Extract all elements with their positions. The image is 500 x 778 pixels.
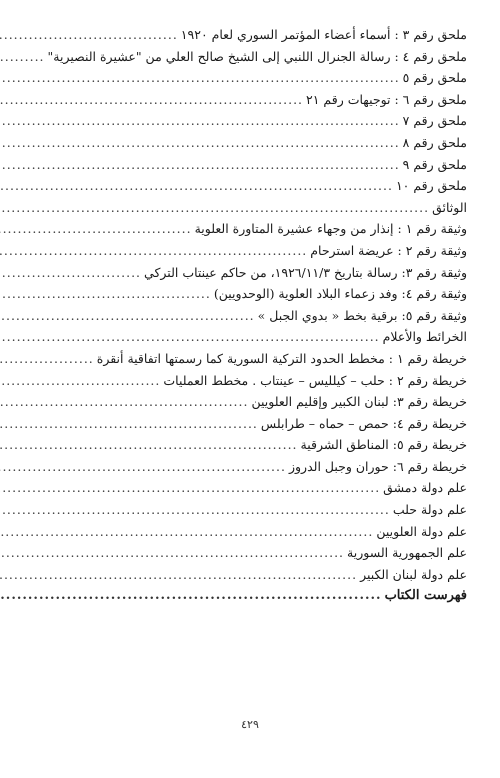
toc-entry-title: وثيقة رقم ٢ : عريضة استرحام	[310, 242, 467, 258]
toc-entry-title: وثيقة رقم ٣: رسالة بتاريخ ١٩٢٦/١١/٣، من حاكم عينتاب التركي	[144, 264, 467, 280]
dot-leader	[0, 89, 303, 111]
toc-entry	[39, 477, 467, 499]
toc-entry	[39, 521, 467, 543]
toc-entry	[39, 456, 467, 478]
toc-entry	[39, 240, 467, 262]
toc-entry-title: الوثائق	[432, 199, 467, 215]
dot-leader	[0, 585, 382, 607]
toc-entry-title: علم الجمهورية السورية	[347, 545, 467, 561]
dot-leader	[0, 240, 307, 262]
dot-leader	[0, 132, 400, 154]
dot-leader	[0, 154, 400, 176]
dot-leader	[0, 499, 390, 521]
toc-entry-title: ملحق رقم ٩	[402, 156, 467, 172]
dot-leader	[0, 175, 393, 197]
toc-entry-title: ملحق رقم ٤ : رسالة الجنرال اللنبي إلى الشيخ صالح العلي من "عشيرة النصيرية"	[47, 48, 467, 64]
dot-leader	[0, 305, 255, 327]
dot-leader	[0, 413, 258, 435]
toc-entry-title: وثيقة رقم ٤: وفد زعماء البلاد العلوية (الوحدويين)	[213, 286, 467, 302]
dot-leader	[0, 46, 45, 68]
toc-entry	[39, 326, 467, 348]
toc-entry	[39, 197, 467, 219]
toc-entry-title: علم دولة لبنان الكبير	[360, 566, 467, 582]
toc-entry	[39, 391, 467, 413]
page-number: ٤٢٩	[241, 718, 259, 731]
dot-leader	[0, 326, 380, 348]
dot-leader	[0, 110, 400, 132]
toc-entry-title: وثيقة رقم ٥: برقية بخط « بدوي الجبل »	[257, 307, 467, 323]
toc-entry	[39, 154, 467, 176]
dot-leader	[0, 67, 400, 89]
dot-leader	[0, 262, 141, 284]
dot-leader	[0, 521, 373, 543]
toc-entry-title: وثيقة رقم ١ : إنذار من وجهاء عشيرة المتاورة العلوية	[194, 221, 467, 237]
toc-entry-title: ملحق رقم ١٠	[395, 178, 467, 194]
toc-entry-title: خريطة رقم ٦: حوران وجبل الدروز	[288, 458, 467, 474]
toc-entry	[39, 132, 467, 154]
toc-entry-title: خريطة رقم ٣: لبنان الكبير وإقليم العلويين	[251, 394, 467, 410]
dot-leader	[0, 456, 286, 478]
toc-entry	[39, 434, 467, 456]
toc-entry-title: خريطة رقم ١ : مخطط الحدود التركية السورية كما رسمتها اتفاقية أنقرة	[96, 350, 467, 366]
toc-entry-title: علم دولة دمشق	[383, 480, 467, 496]
table-of-contents	[39, 24, 467, 607]
toc-entry	[39, 262, 467, 284]
toc-entry	[39, 110, 467, 132]
toc-entry-title: فهرست الكتاب	[384, 588, 467, 604]
toc-entry-title: ملحق رقم ٦ : توجيهات رقم ٢١	[306, 91, 467, 107]
dot-leader	[0, 24, 178, 46]
dot-leader	[0, 477, 380, 499]
dot-leader	[0, 434, 298, 456]
toc-entry-title: خريطة رقم ٢ : حلب – كيلليس – عينتاب . مخطط العمليات	[163, 372, 467, 388]
toc-entry	[39, 283, 467, 305]
toc-entry	[39, 370, 467, 392]
toc-entry-title: علم دولة حلب	[392, 502, 467, 518]
toc-entry	[39, 67, 467, 89]
toc-entry	[39, 24, 467, 46]
toc-entry-title: الخرائط والأعلام	[382, 329, 467, 345]
toc-entry	[39, 305, 467, 327]
toc-entry	[39, 413, 467, 435]
toc-entry-title: ملحق رقم ٥	[402, 70, 467, 86]
dot-leader	[0, 370, 160, 392]
toc-entry	[39, 218, 467, 240]
toc-entry	[39, 175, 467, 197]
toc-entry-title: خريطة رقم ٤: حمص – حماه – طرابلس	[260, 415, 467, 431]
dot-leader	[0, 542, 344, 564]
toc-entry-title: خريطة رقم ٥: المناطق الشرقية	[300, 437, 467, 453]
dot-leader	[0, 283, 211, 305]
toc-entry	[39, 499, 467, 521]
toc-entry	[39, 564, 467, 586]
dot-leader	[0, 197, 429, 219]
toc-entry-title: علم دولة العلويين	[376, 523, 467, 539]
toc-entry	[39, 542, 467, 564]
dot-leader	[0, 564, 357, 586]
toc-entry	[39, 348, 467, 370]
toc-entry-title: ملحق رقم ٨	[402, 134, 467, 150]
toc-entry-title: ملحق رقم ٣ : أسماء أعضاء المؤتمر السوري لعام ١٩٢٠	[180, 27, 467, 42]
toc-entry-title: ملحق رقم ٧	[402, 113, 467, 129]
toc-entry	[39, 585, 467, 607]
dot-leader	[0, 391, 248, 413]
dot-leader	[0, 218, 192, 240]
toc-entry	[39, 46, 467, 68]
dot-leader	[0, 348, 94, 370]
toc-entry	[39, 89, 467, 111]
